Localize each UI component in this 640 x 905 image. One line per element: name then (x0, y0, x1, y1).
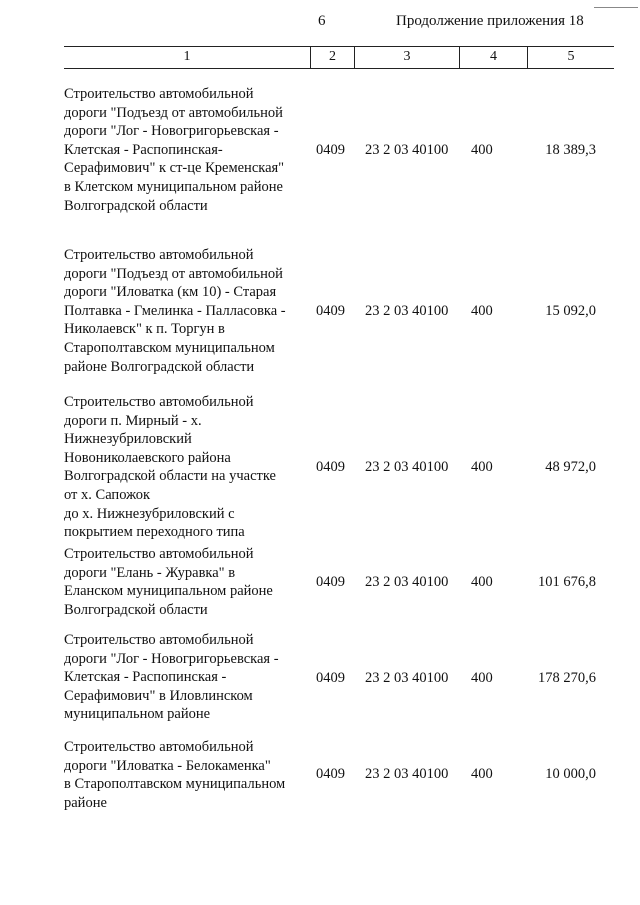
target-article-code: 23 2 03 40100 (365, 303, 449, 319)
amount: 15 092,0 (545, 303, 596, 319)
column-header-2: 2 (310, 47, 354, 68)
description-line: Строительство автомобильной (64, 86, 254, 102)
section-code: 0409 (316, 303, 345, 319)
description-line: дороги "Иловатка (км 10) - Старая (64, 284, 277, 301)
expense-type-code: 400 (471, 766, 493, 782)
column-header-3: 3 (354, 47, 459, 68)
description-line: дороги "Лог - Новогригорьевская - (64, 123, 279, 140)
column-header-1: 1 (183, 49, 191, 64)
description-line: Строительство автомобильной (64, 546, 254, 562)
description-line: Строительство автомобильной (64, 739, 254, 755)
description-line: районе Волгоградской области (64, 358, 255, 375)
description-line: Еланском муниципальном районе (64, 583, 273, 600)
amount: 18 389,3 (545, 142, 596, 158)
row-description (64, 631, 279, 724)
page-number: 6 (318, 13, 326, 29)
description-line: Строительство автомобильной (64, 394, 254, 410)
row-description (64, 85, 284, 215)
description-line: Серафимович" в Иловлинском (64, 687, 253, 704)
description-line: Николаевск" к п. Торгун в (64, 321, 225, 338)
row-description (64, 393, 276, 542)
description-line: дороги "Подъезд от автомобильной (64, 104, 283, 121)
amount: 48 972,0 (545, 459, 596, 475)
column-header-5: 5 (527, 47, 614, 68)
description-line: Серафимович" к ст-це Кременская" (64, 160, 285, 177)
description-line: до х. Нижнезубриловский с (64, 505, 235, 522)
description-line: в Клетском муниципальном районе (64, 178, 283, 195)
expense-type-code: 400 (471, 574, 493, 590)
description-line: Строительство автомобильной (64, 632, 254, 648)
description-line: от х. Сапожок (64, 486, 151, 503)
description-line: дороги "Елань - Журавка" в (64, 564, 236, 581)
expense-type-code: 400 (471, 459, 493, 475)
description-line: Клетская - Распопинская - (64, 669, 227, 686)
target-article-code: 23 2 03 40100 (365, 142, 449, 158)
row-description (64, 545, 273, 619)
description-line: Клетская - Распопинская- (64, 141, 223, 158)
target-article-code: 23 2 03 40100 (365, 459, 449, 475)
description-line: Волгоградской области на участке (64, 468, 276, 485)
section-code: 0409 (316, 142, 345, 158)
section-code: 0409 (316, 766, 345, 782)
description-line: муниципальном районе (64, 706, 211, 723)
description-line: покрытием переходного типа (64, 524, 245, 541)
target-article-code: 23 2 03 40100 (365, 574, 449, 590)
row-description (64, 246, 286, 376)
description-line: районе (64, 794, 107, 811)
corner-mark (594, 7, 638, 8)
expense-type-code: 400 (471, 670, 493, 686)
expense-type-code: 400 (471, 303, 493, 319)
section-code: 0409 (316, 574, 345, 590)
description-line: дороги "Подъезд от автомобильной (64, 265, 283, 282)
description-line: Полтавка - Гмелинка - Палласовка - (64, 302, 286, 319)
amount: 101 676,8 (538, 574, 596, 590)
amount: 10 000,0 (545, 766, 596, 782)
row-description (64, 738, 285, 812)
description-line: дороги "Иловатка - Белокаменка" (64, 757, 271, 774)
description-line: Нижнезубриловский (64, 431, 192, 448)
target-article-code: 23 2 03 40100 (365, 670, 449, 686)
description-line: Новониколаевского района (64, 449, 231, 466)
appendix-continuation-note: Продолжение приложения 18 (396, 13, 584, 29)
description-line: Волгоградской области (64, 197, 208, 214)
expense-type-code: 400 (471, 142, 493, 158)
description-line: дороги п. Мирный - х. (64, 412, 202, 429)
description-line: в Старополтавском муниципальном (64, 776, 286, 793)
description-line: Строительство автомобильной (64, 247, 254, 263)
section-code: 0409 (316, 670, 345, 686)
section-code: 0409 (316, 459, 345, 475)
amount: 178 270,6 (538, 670, 596, 686)
target-article-code: 23 2 03 40100 (365, 766, 449, 782)
description-line: дороги "Лог - Новогригорьевская - (64, 650, 279, 667)
table-column-header (64, 46, 614, 69)
description-line: Волгоградской области (64, 601, 208, 618)
column-header-4: 4 (459, 47, 527, 68)
description-line: Старополтавском муниципальном (64, 339, 275, 356)
